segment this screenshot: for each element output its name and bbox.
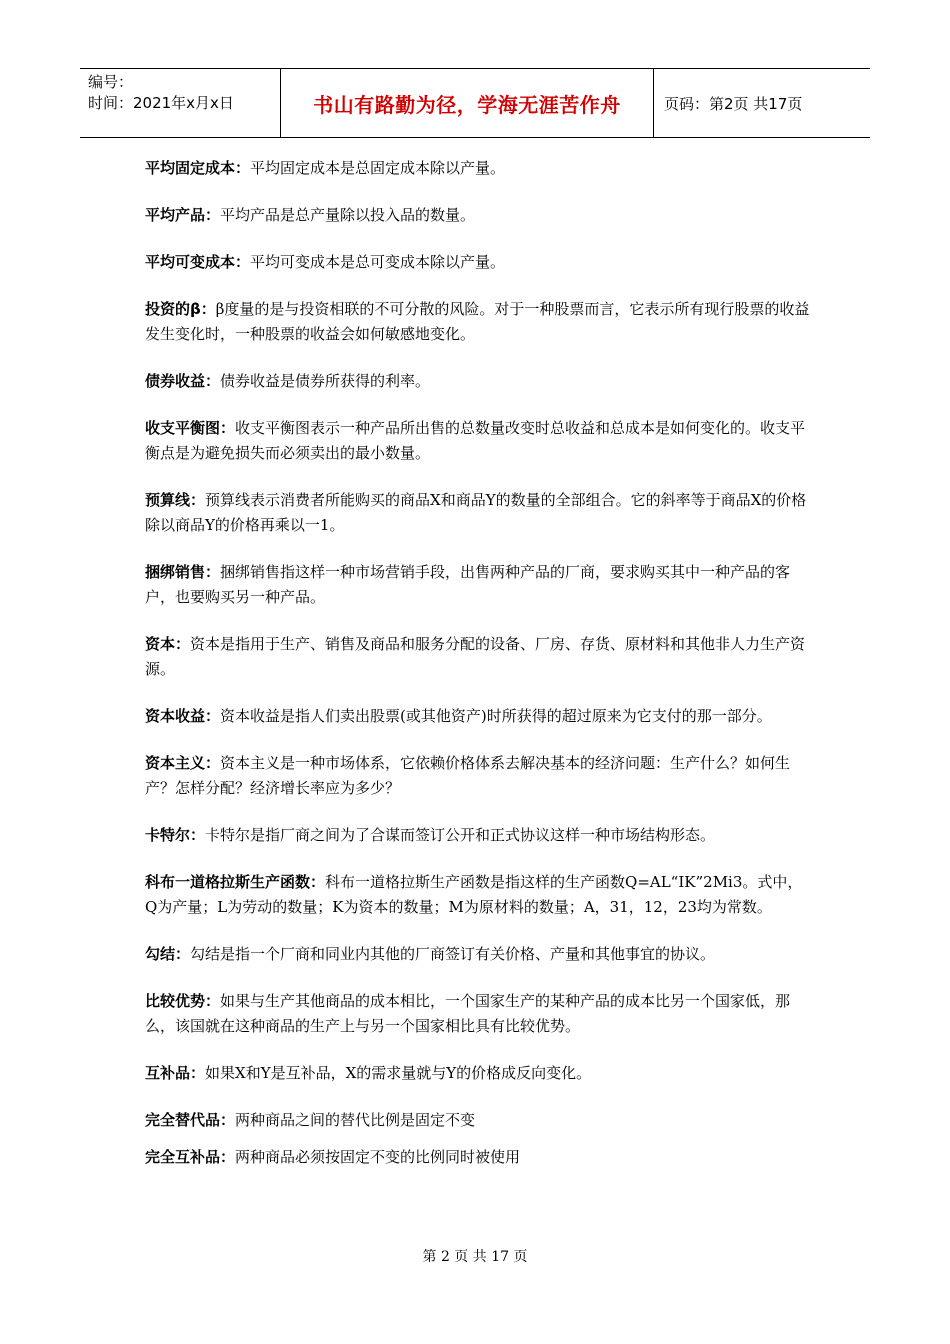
glossary-entry: [145, 203, 810, 228]
header-meta: [80, 69, 281, 137]
number-label: 编号：: [88, 73, 134, 91]
time-line: 时间：2021年x月x日: [88, 94, 234, 112]
glossary-entry: [145, 1061, 810, 1086]
glossary-entry: [145, 297, 810, 347]
glossary-entry: [145, 488, 810, 538]
glossary-term: 资本：: [145, 635, 191, 653]
glossary-entry: [145, 250, 810, 275]
glossary-definition: 卡特尔是指厂商之间为了合谋而签订公开和正式协议这样一种市场结构形态。: [205, 826, 716, 844]
glossary-entry: [145, 704, 810, 729]
glossary-definition: 如果X和Y是互补品，X的需求量就与Y的价格成反向变化。: [205, 1064, 592, 1082]
glossary-entry: [145, 416, 810, 466]
glossary-term: 科布一道格拉斯生产函数：: [145, 873, 326, 891]
glossary-entry: [145, 1108, 810, 1133]
glossary-entry: [145, 156, 810, 181]
glossary-term: 勾结：: [145, 945, 191, 963]
page-footer: 第 2 页 共 17 页: [422, 1249, 528, 1265]
glossary-entry: [145, 632, 810, 682]
glossary-term: 债券收益：: [145, 372, 221, 390]
glossary-definition: 捆绑销售指这样一种市场营销手段，出售两种产品的厂商，要求购买其中一种产品的客户，也要购买另一种产品。: [145, 563, 791, 606]
glossary-term: 预算线：: [145, 491, 206, 509]
glossary-term: 完全互补品：: [145, 1148, 236, 1166]
glossary-definition: 资本是指用于生产、销售及商品和服务分配的设备、厂房、存货、原材料和其他非人力生产资源。: [145, 635, 806, 678]
glossary-definition: 平均产品是总产量除以投入品的数量。: [220, 206, 476, 224]
glossary-definition: 预算线表示消费者所能购买的商品X和商品Y的数量的全部组合。它的斜率等于商品X的价格除以商品Y的价格再乘以一1。: [145, 491, 807, 534]
glossary-entry: [145, 560, 810, 610]
glossary-entry: [145, 989, 810, 1039]
glossary-entry: [145, 1145, 810, 1170]
glossary-definition: 两种商品之间的替代比例是固定不变: [235, 1111, 476, 1129]
glossary-term: 捆绑销售：: [145, 563, 221, 581]
motto: 书山有路勤为径，学海无涯苦作舟: [281, 69, 654, 137]
glossary-definition: 平均固定成本是总固定成本除以产量。: [250, 159, 506, 177]
glossary-definition: 如果与生产其他商品的成本相比，一个国家生产的某种产品的成本比另一个国家低，那么，该国就在这种商品的生产上与另一个国家相比具有比较优势。: [145, 992, 791, 1035]
glossary-entry: [145, 942, 810, 967]
glossary-term: 完全替代品：: [145, 1111, 236, 1129]
glossary-definition: 两种商品必须按固定不变的比例同时被使用: [235, 1148, 521, 1166]
glossary-term: 平均产品：: [145, 206, 221, 224]
glossary-term: 平均固定成本：: [145, 159, 251, 177]
glossary-definition: 勾结是指一个厂商和同业内其他的厂商签订有关价格、产量和其他事宜的协议。: [190, 945, 716, 963]
glossary-term: 收支平衡图：: [145, 419, 236, 437]
glossary-definition: 科布一道格拉斯生产函数是指这样的生产函数Q=AL“IK”2Mi3。式中，Q为产量；L为劳动的数量；K为资本的数量；M为原材料的数量；A，31，12，23均为常数。: [145, 873, 803, 916]
glossary-definition: β度量的是与投资相联的不可分散的风险。对于一种股票而言，它表示所有现行股票的收益发生变化时，一种股票的收益会如何敏感地变化。: [145, 300, 810, 343]
glossary-definition: 资本收益是指人们卖出股票(或其他资产)时所获得的超过原来为它支付的那一部分。: [220, 707, 772, 725]
glossary-term: 投资的β：: [145, 300, 216, 318]
glossary-term: 比较优势：: [145, 992, 221, 1010]
glossary-entry: [145, 823, 810, 848]
glossary-term: 卡特尔：: [145, 826, 206, 844]
glossary-entry: [145, 751, 810, 801]
page-header: [80, 68, 870, 138]
glossary-term: 资本收益：: [145, 707, 221, 725]
glossary-definition: 收支平衡图表示一种产品所出售的总数量改变时总收益和总成本是如何变化的。收支平衡点是为避免损失而必须卖出的最小数量。: [145, 419, 806, 462]
glossary-term: 平均可变成本：: [145, 253, 251, 271]
page-info: 页码：第2页 共17页: [664, 94, 803, 113]
glossary-entry: [145, 369, 810, 394]
glossary-content: [145, 156, 810, 1182]
glossary-entry: [145, 870, 810, 920]
glossary-definition: 平均可变成本是总可变成本除以产量。: [250, 253, 506, 271]
glossary-term: 互补品：: [145, 1064, 206, 1082]
glossary-term: 资本主义：: [145, 754, 221, 772]
glossary-definition: 债券收益是债券所获得的利率。: [220, 372, 431, 390]
glossary-definition: 资本主义是一种市场体系，它依赖价格体系去解决基本的经济问题：生产什么？如何生产？怎样分配？经济增长率应为多少？: [145, 754, 791, 797]
